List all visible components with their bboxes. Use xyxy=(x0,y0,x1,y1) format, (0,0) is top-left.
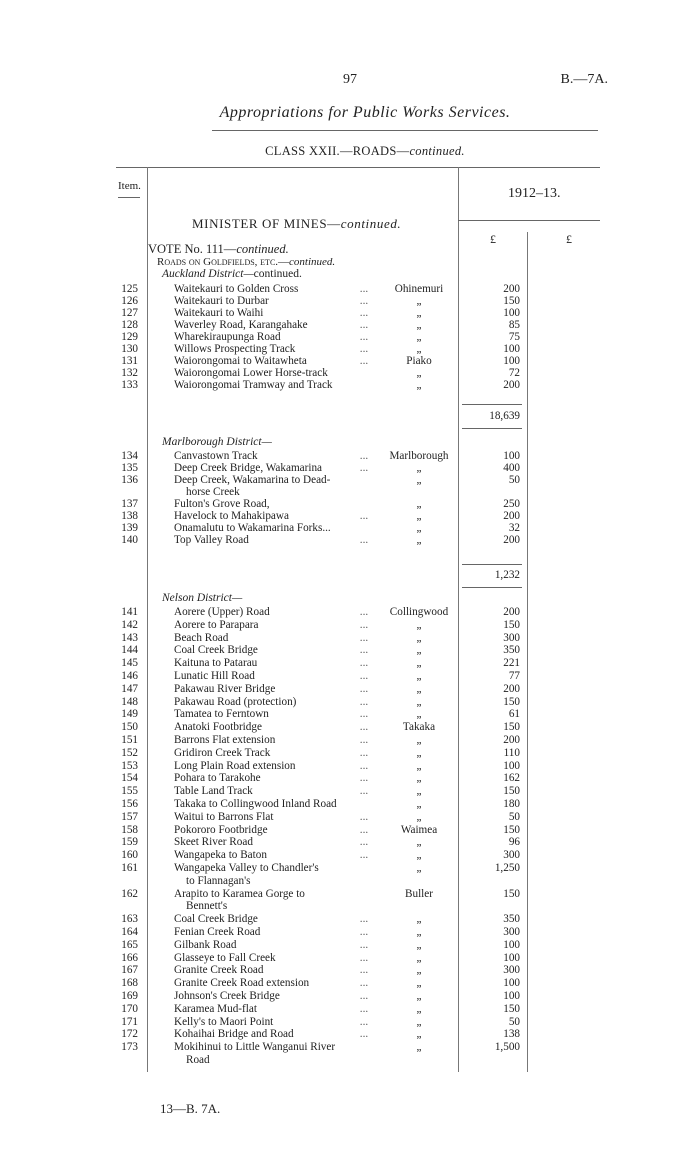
item-description-continuation: to Flannagan's xyxy=(186,874,251,887)
item-header-underline xyxy=(118,197,140,198)
district-name: „ xyxy=(416,307,422,319)
item-amount: 61 xyxy=(508,708,520,721)
item-description: Top Valley Road xyxy=(174,534,249,546)
leader-dots: ... xyxy=(359,631,369,644)
item-number: 137 xyxy=(121,498,138,510)
item-number: 165 xyxy=(121,938,138,951)
item-amount: 32 xyxy=(508,522,520,534)
leader-dots: ... xyxy=(359,1028,369,1041)
item-number: 151 xyxy=(121,734,138,746)
auckland-subtotal-rule xyxy=(462,404,522,405)
leader-dots: ... xyxy=(359,708,369,721)
item-amount: 96 xyxy=(508,836,520,849)
item-number: 146 xyxy=(121,670,138,682)
page-number: 97 xyxy=(343,72,357,87)
auckland-subtotal: 18,639 xyxy=(489,410,520,422)
year-header-rule xyxy=(458,220,600,221)
item-description: Barrons Flat extension xyxy=(174,734,276,746)
item-number: 141 xyxy=(121,606,138,618)
item-description-continuation: horse Creek xyxy=(186,486,240,498)
district-name: „ xyxy=(416,331,422,343)
item-amount: 100 xyxy=(503,759,520,772)
item-description: Willows Prospecting Track xyxy=(174,343,296,355)
item-description: Beach Road xyxy=(174,631,229,644)
item-number: 172 xyxy=(121,1028,138,1041)
leader-dots: ... xyxy=(359,977,369,990)
item-description: Coal Creek Bridge xyxy=(174,913,258,926)
district-name: „ xyxy=(416,1015,422,1028)
item-description: Waitekauri to Golden Cross xyxy=(174,283,299,295)
item-description: Kaituna to Patarau xyxy=(174,657,258,670)
leader-dots: ... xyxy=(359,964,369,977)
marlborough-subtotal: 1,232 xyxy=(494,569,520,581)
item-number: 139 xyxy=(121,522,138,534)
item-amount: 100 xyxy=(503,450,520,462)
district-name: „ xyxy=(416,379,422,391)
item-description: Fulton's Grove Road, xyxy=(174,498,270,510)
item-amount: 250 xyxy=(503,498,520,510)
district-name: „ xyxy=(416,964,422,977)
district-name: „ xyxy=(416,1041,422,1054)
item-number: 164 xyxy=(121,926,138,938)
leader-dots: ... xyxy=(359,682,369,695)
item-description: Onamalutu to Wakamarina Forks... xyxy=(174,522,331,534)
item-amount: 77 xyxy=(508,670,520,682)
item-amount: 200 xyxy=(503,734,520,746)
roads-subheading: Roads on Goldfields, etc.—continued. xyxy=(157,256,336,268)
leader-dots: ... xyxy=(359,462,369,474)
ministry-heading: MINISTER OF MINES—continued. xyxy=(192,216,402,231)
district-name: „ xyxy=(416,810,422,823)
item-description: Glasseye to Fall Creek xyxy=(174,951,276,964)
district-name: „ xyxy=(416,913,422,926)
leader-dots: ... xyxy=(359,836,369,849)
item-amount: 150 xyxy=(503,618,520,631)
item-amount: 150 xyxy=(503,1002,520,1015)
item-amount: 100 xyxy=(503,951,520,964)
item-description: Waitui to Barrons Flat xyxy=(174,810,274,823)
district-name: Ohinemuri xyxy=(394,283,444,295)
item-description: Pokororo Footbridge xyxy=(174,823,268,836)
item-number: 150 xyxy=(121,721,138,734)
item-description: Long Plain Road extension xyxy=(174,759,296,772)
district-name: „ xyxy=(416,798,422,810)
district-name: „ xyxy=(416,295,422,307)
item-description: Waverley Road, Karangahake xyxy=(174,319,308,331)
item-number: 173 xyxy=(121,1041,138,1054)
district-name: „ xyxy=(416,644,422,657)
item-amount: 200 xyxy=(503,379,520,391)
district-name: „ xyxy=(416,990,422,1002)
district-name: „ xyxy=(416,682,422,695)
leader-dots: ... xyxy=(359,283,369,295)
item-amount: 180 xyxy=(503,798,520,810)
item-amount: 150 xyxy=(503,295,520,307)
district-name: „ xyxy=(416,951,422,964)
item-number: 142 xyxy=(121,618,138,631)
item-amount: 50 xyxy=(508,474,520,486)
district-name: „ xyxy=(416,522,422,534)
item-description: Havelock to Mahakipawa xyxy=(174,510,289,522)
district-name: „ xyxy=(416,474,422,486)
item-amount: 100 xyxy=(503,343,520,355)
district-name: „ xyxy=(416,631,422,644)
district-name: „ xyxy=(416,759,422,772)
marlborough-subtotal-rule xyxy=(462,564,522,565)
district-name: Collingwood xyxy=(389,606,449,618)
item-description: Waitekauri to Durbar xyxy=(174,295,269,307)
item-description: Johnson's Creek Bridge xyxy=(174,990,280,1002)
leader-dots: ... xyxy=(359,1015,369,1028)
district-name: Marlborough xyxy=(389,450,449,462)
item-description: Tamatea to Ferntown xyxy=(174,708,269,721)
leader-dots: ... xyxy=(359,450,369,462)
item-number: 158 xyxy=(121,823,138,836)
leader-dots: ... xyxy=(359,785,369,798)
district-name: „ xyxy=(416,498,422,510)
item-amount: 221 xyxy=(503,657,520,670)
district-name: „ xyxy=(416,534,422,546)
item-number: 168 xyxy=(121,977,138,990)
item-amount: 138 xyxy=(503,1028,520,1041)
district-name: „ xyxy=(416,1002,422,1015)
item-amount: 100 xyxy=(503,938,520,951)
item-description: Anatoki Footbridge xyxy=(174,721,262,734)
leader-dots: ... xyxy=(359,951,369,964)
leader-dots: ... xyxy=(359,319,369,331)
item-amount: 200 xyxy=(503,283,520,295)
item-amount: 200 xyxy=(503,510,520,522)
item-description: Karamea Mud-flat xyxy=(174,1002,257,1015)
item-amount: 1,250 xyxy=(494,862,520,874)
district-name: „ xyxy=(416,938,422,951)
district-name: Takaka xyxy=(402,721,436,734)
item-amount: 100 xyxy=(503,990,520,1002)
item-amount: 350 xyxy=(503,644,520,657)
item-description: Deep Creek Bridge, Wakamarina xyxy=(174,462,322,474)
footer-signature: 13—B. 7A. xyxy=(160,1101,221,1116)
item-amount: 300 xyxy=(503,926,520,938)
item-number: 145 xyxy=(121,657,138,670)
item-description: Kohaihai Bridge and Road xyxy=(174,1028,294,1041)
item-description: Pohara to Tarakohe xyxy=(174,772,261,785)
item-amount: 50 xyxy=(508,1015,520,1028)
district-name: „ xyxy=(416,367,422,379)
document-reference: B.—7A. xyxy=(560,72,608,87)
pound-sign-total: £ xyxy=(566,232,572,246)
item-number: 157 xyxy=(121,810,138,823)
year-column-header: 1912–13. xyxy=(508,186,561,201)
district-name: „ xyxy=(416,836,422,849)
district-name: „ xyxy=(416,618,422,631)
district-name: „ xyxy=(416,1028,422,1041)
item-number: 144 xyxy=(121,644,138,657)
item-amount: 100 xyxy=(503,307,520,319)
leader-dots: ... xyxy=(359,510,369,522)
item-amount: 50 xyxy=(508,810,520,823)
district-name: „ xyxy=(416,785,422,798)
item-amount: 400 xyxy=(503,462,520,474)
vote-heading: VOTE No. 111—continued. xyxy=(148,242,289,256)
item-amount: 350 xyxy=(503,913,520,926)
item-description: Wangapeka to Baton xyxy=(174,849,267,862)
item-amount: 200 xyxy=(503,534,520,546)
item-number: 129 xyxy=(121,331,138,343)
item-description: Kelly's to Maori Point xyxy=(174,1015,274,1028)
item-description: Mokihinui to Little Wanganui River xyxy=(174,1041,336,1054)
district-name: „ xyxy=(416,862,422,874)
auckland-subtotal-rule-bottom xyxy=(462,428,522,429)
item-column-header: Item. xyxy=(118,180,141,192)
item-amount: 72 xyxy=(508,367,520,379)
item-description: Takaka to Collingwood Inland Road xyxy=(174,798,337,810)
district-name: „ xyxy=(416,343,422,355)
item-description: Granite Creek Road xyxy=(174,964,264,977)
leader-dots: ... xyxy=(359,307,369,319)
district-name: Piako xyxy=(406,355,432,367)
leader-dots: ... xyxy=(359,938,369,951)
item-description: Wangapeka Valley to Chandler's xyxy=(174,862,319,874)
leader-dots: ... xyxy=(359,721,369,734)
district-name: „ xyxy=(416,657,422,670)
item-description-continuation: Bennett's xyxy=(186,900,228,913)
page-title: Appropriations for Public Works Services. xyxy=(219,104,511,121)
item-description: Deep Creek, Wakamarina to Dead- xyxy=(174,474,331,486)
item-number: 171 xyxy=(121,1015,138,1028)
district-name: „ xyxy=(416,708,422,721)
item-number: 154 xyxy=(121,772,138,785)
item-number: 161 xyxy=(121,862,138,874)
leader-dots: ... xyxy=(359,343,369,355)
district-name: „ xyxy=(416,926,422,938)
item-description: Pakawau River Bridge xyxy=(174,682,276,695)
item-amount: 110 xyxy=(503,746,520,759)
marlborough-district-heading: Marlborough District— xyxy=(162,436,272,448)
item-number: 160 xyxy=(121,849,138,862)
pound-sign-amount: £ xyxy=(490,232,496,246)
item-description: Wharekiraupunga Road xyxy=(174,331,281,343)
leader-dots: ... xyxy=(359,606,369,618)
item-number: 131 xyxy=(121,355,138,367)
auckland-district-heading: Auckland District—continued. xyxy=(162,268,302,280)
item-description: Waiorongomai Tramway and Track xyxy=(174,379,333,391)
item-number: 149 xyxy=(121,708,138,721)
item-number: 133 xyxy=(121,379,138,391)
marlborough-subtotal-rule-bottom xyxy=(462,587,522,588)
leader-dots: ... xyxy=(359,926,369,938)
item-number: 140 xyxy=(121,534,138,546)
item-amount: 150 xyxy=(503,695,520,708)
item-amount: 162 xyxy=(503,772,520,785)
leader-dots: ... xyxy=(359,331,369,343)
item-amount: 1,500 xyxy=(494,1041,520,1054)
leader-dots: ... xyxy=(359,295,369,307)
leader-dots: ... xyxy=(359,657,369,670)
item-number: 132 xyxy=(121,367,138,379)
item-number: 148 xyxy=(121,695,138,708)
item-number: 152 xyxy=(121,746,138,759)
item-number: 169 xyxy=(121,990,138,1002)
leader-dots: ... xyxy=(359,534,369,546)
district-name: „ xyxy=(416,670,422,682)
item-description: Table Land Track xyxy=(174,785,253,798)
item-column-divider xyxy=(147,167,148,1072)
item-description: Aorere to Parapara xyxy=(174,618,259,631)
district-name: „ xyxy=(416,977,422,990)
leader-dots: ... xyxy=(359,810,369,823)
district-name: „ xyxy=(416,746,422,759)
district-name: Buller xyxy=(405,887,433,900)
item-amount: 300 xyxy=(503,849,520,862)
leader-dots: ... xyxy=(359,670,369,682)
item-description: Waitekauri to Waihi xyxy=(174,307,264,319)
item-description: Granite Creek Road extension xyxy=(174,977,310,990)
item-number: 127 xyxy=(121,307,138,319)
item-number: 147 xyxy=(121,682,138,695)
item-description: Pakawau Road (protection) xyxy=(174,695,297,708)
leader-dots: ... xyxy=(359,355,369,367)
item-number: 125 xyxy=(121,283,138,295)
item-number: 143 xyxy=(121,631,138,644)
total-column-divider xyxy=(527,232,528,1072)
leader-dots: ... xyxy=(359,772,369,785)
leader-dots: ... xyxy=(359,644,369,657)
item-number: 135 xyxy=(121,462,138,474)
item-number: 134 xyxy=(121,450,138,462)
item-description: Aorere (Upper) Road xyxy=(174,606,270,618)
district-name: Waimea xyxy=(400,823,438,836)
item-amount: 150 xyxy=(503,785,520,798)
item-amount: 200 xyxy=(503,606,520,618)
item-number: 128 xyxy=(121,319,138,331)
item-amount: 150 xyxy=(503,887,520,900)
item-description: Fenian Creek Road xyxy=(174,926,261,938)
item-number: 136 xyxy=(121,474,138,486)
table-top-rule xyxy=(116,167,600,168)
item-amount: 150 xyxy=(503,721,520,734)
district-name: „ xyxy=(416,734,422,746)
item-number: 170 xyxy=(121,1002,138,1015)
item-amount: 100 xyxy=(503,977,520,990)
district-name: „ xyxy=(416,319,422,331)
leader-dots: ... xyxy=(359,746,369,759)
district-name: „ xyxy=(416,772,422,785)
item-amount: 100 xyxy=(503,355,520,367)
leader-dots: ... xyxy=(359,695,369,708)
leader-dots: ... xyxy=(359,849,369,862)
leader-dots: ... xyxy=(359,1002,369,1015)
item-amount: 85 xyxy=(508,319,520,331)
item-number: 130 xyxy=(121,343,138,355)
item-number: 126 xyxy=(121,295,138,307)
item-number: 138 xyxy=(121,510,138,522)
item-number: 162 xyxy=(121,887,138,900)
leader-dots: ... xyxy=(359,823,369,836)
leader-dots: ... xyxy=(359,990,369,1002)
item-amount: 75 xyxy=(508,331,520,343)
item-description: Arapito to Karamea Gorge to xyxy=(174,887,305,900)
item-number: 153 xyxy=(121,759,138,772)
nelson-district-heading: Nelson District— xyxy=(162,592,243,604)
district-name: „ xyxy=(416,849,422,862)
item-description: Gridiron Creek Track xyxy=(174,746,271,759)
class-heading: CLASS XXII.—ROADS—continued. xyxy=(265,144,465,158)
item-amount: 300 xyxy=(503,631,520,644)
item-description-continuation: Road xyxy=(186,1053,210,1066)
item-number: 167 xyxy=(121,964,138,977)
item-description: Waiorongomai to Waitawheta xyxy=(174,355,307,367)
leader-dots: ... xyxy=(359,618,369,631)
title-rule xyxy=(212,130,598,131)
district-name: „ xyxy=(416,510,422,522)
item-number: 156 xyxy=(121,798,138,810)
item-description: Waiorongomai Lower Horse-track xyxy=(174,367,328,379)
item-number: 155 xyxy=(121,785,138,798)
item-number: 163 xyxy=(121,913,138,926)
item-description: Canvastown Track xyxy=(174,450,258,462)
item-description: Coal Creek Bridge xyxy=(174,644,258,657)
district-name: „ xyxy=(416,695,422,708)
leader-dots: ... xyxy=(359,913,369,926)
leader-dots: ... xyxy=(359,759,369,772)
item-amount: 200 xyxy=(503,682,520,695)
item-description: Gilbank Road xyxy=(174,938,237,951)
item-number: 166 xyxy=(121,951,138,964)
leader-dots: ... xyxy=(359,734,369,746)
item-amount: 300 xyxy=(503,964,520,977)
district-name: „ xyxy=(416,462,422,474)
item-description: Skeet River Road xyxy=(174,836,253,849)
item-amount: 150 xyxy=(503,823,520,836)
item-number: 159 xyxy=(121,836,138,849)
item-description: Lunatic Hill Road xyxy=(174,670,255,682)
